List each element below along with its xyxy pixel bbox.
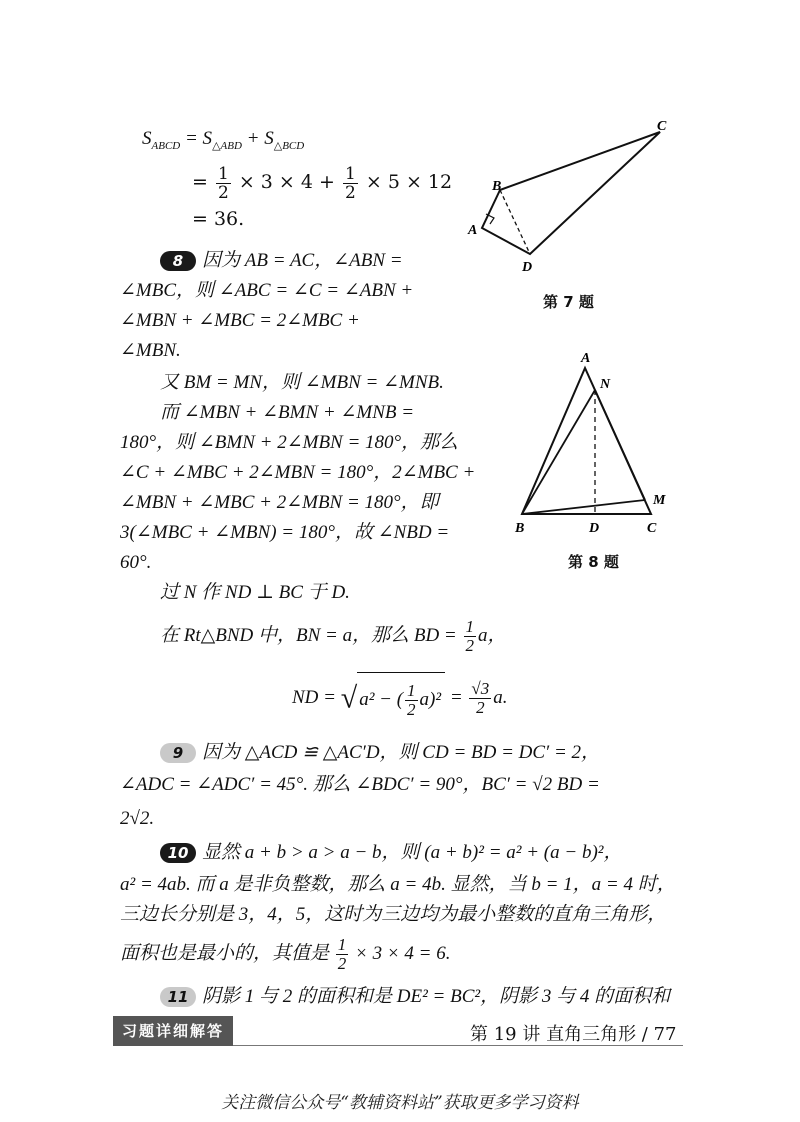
p8-line-3: ∠MBN + ∠MBC = 2∠MBC + (120, 310, 360, 331)
p8-line-13: 在 Rt△BND 中，BN = a，那么 BD = $\frac{1}{2}$ a， (160, 617, 507, 656)
diagonal-bd (500, 190, 530, 254)
figure-8 (505, 348, 685, 538)
segment-nm (595, 390, 645, 500)
label-c8: C (647, 521, 657, 536)
fraction: $\frac{√3}{2}$ (471, 679, 490, 717)
figure-8-caption: 第 8 题 (568, 553, 619, 571)
label-m8: M (653, 493, 666, 508)
problem-9-badge: 9 (160, 743, 196, 763)
footer-chapter: 第 19 讲 直角三角形 / 77 (470, 1024, 677, 1045)
label-c: C (657, 119, 667, 134)
label-b8: B (515, 521, 525, 536)
p8-line-4: ∠MBN. (120, 340, 181, 361)
footer-section-tag: 习题详细解答 (113, 1016, 233, 1046)
fraction: $\frac{1}{2}$ (217, 163, 229, 203)
p8-line-12: 过 N 作 ND ⊥ BC 于 D. (160, 582, 350, 603)
problem-10-badge: 10 (160, 843, 196, 863)
p9-line-1: 9 因为 △ACD ≌ △AC′D，则 CD = BD = DC′ = 2， (160, 740, 600, 766)
label-d8: D (589, 521, 600, 536)
p8-line-1: 8 因为 AB = AC，∠ABN = (160, 248, 403, 274)
quadrilateral-abcd (482, 132, 660, 254)
p8-line-8: ∠C + ∠MBC + 2∠MBN = 180°，2∠MBC + (120, 462, 476, 483)
p10-line-3: 三边长分别是 3，4，5，这时为三边均为最小整数的直角三角形， (120, 904, 667, 925)
triangle-abc (522, 368, 651, 514)
problem-8-badge: 8 (160, 251, 196, 271)
label-d: D (522, 260, 533, 275)
fraction: $\frac{1}{2}$ (345, 163, 356, 203)
p8-line-11: 60°. (120, 552, 152, 573)
calc-line-2: = $\frac{1}{2}$ × 3 × 4 + $\frac{1}{2}$ × 5 × 12 (192, 163, 453, 203)
calc-line-1: $S_{ABCD} = S_{\triangle ABD} + S_{\triangle BCD}$ (142, 128, 305, 152)
p8-line-6: 而 ∠MBN + ∠BMN + ∠MNB = (160, 402, 415, 423)
p11-line-1: 11 阴影 1 与 2 的面积和是 DE² = BC²，阴影 3 与 4 的面积和 (160, 984, 670, 1010)
sub-bcd: △BCD (273, 139, 305, 152)
label-a8: A (581, 351, 591, 366)
p8-line-5: 又 BM = MN，则 ∠MBN = ∠MNB. (160, 372, 444, 393)
p8-line-10: 3(∠MBC + ∠MBN) = 180°，故 ∠NBD = (120, 522, 450, 543)
fraction: $\frac{1}{2}$ (337, 935, 347, 974)
segment-bn (522, 390, 595, 514)
p8-line-2: ∠MBC，则 ∠ABC = ∠C = ∠ABN + (120, 280, 414, 301)
calc-line-3: = 36. (192, 208, 245, 230)
sqrt: √ a² − ( $\frac{1}{2}$ a)² (341, 672, 445, 725)
watermark: 关注微信公众号“教辅资料站”获取更多学习资料 (221, 1093, 579, 1113)
p10-line-2: a² = 4ab. 而 a 是非负整数，那么 a = 4b. 显然，当 b = 1，a = 4 时， (120, 874, 676, 895)
p9-line-3: 2√2. (120, 808, 155, 829)
label-b: B (492, 179, 502, 194)
figure-7-caption: 第 7 题 (543, 293, 594, 311)
p10-line-1: 10 显然 a + b > a > a − b，则 (a + b)² = a² + (a − b)²， (160, 840, 622, 866)
problem-11-badge: 11 (160, 987, 196, 1007)
nd-equation: ND = √ a² − ( $\frac{1}{2}$ a)² = $\frac{√3}{2}$ a. (292, 672, 508, 725)
sub-abcd: ABCD (151, 139, 181, 152)
segment-bm (522, 500, 645, 514)
label-a: A (468, 223, 478, 238)
fraction: $\frac{1}{2}$ (407, 681, 416, 720)
p9-line-2: ∠ADC = ∠ADC′ = 45°. 那么 ∠BDC′ = 90°，BC′ = √2 BD = (120, 774, 600, 795)
figure-7 (460, 118, 680, 278)
p8-line-9: ∠MBN + ∠MBC + 2∠MBN = 180°，即 (120, 492, 439, 513)
p8-line-7: 180°，则 ∠BMN + 2∠MBN = 180°，那么 (120, 432, 459, 453)
sub-abd: △ABD (212, 139, 242, 152)
fraction: $\frac{1}{2}$ (465, 617, 474, 656)
p10-line-4: 面积也是最小的，其值是 $\frac{1}{2}$ × 3 × 4 = 6. (120, 935, 451, 974)
label-n8: N (600, 377, 611, 392)
